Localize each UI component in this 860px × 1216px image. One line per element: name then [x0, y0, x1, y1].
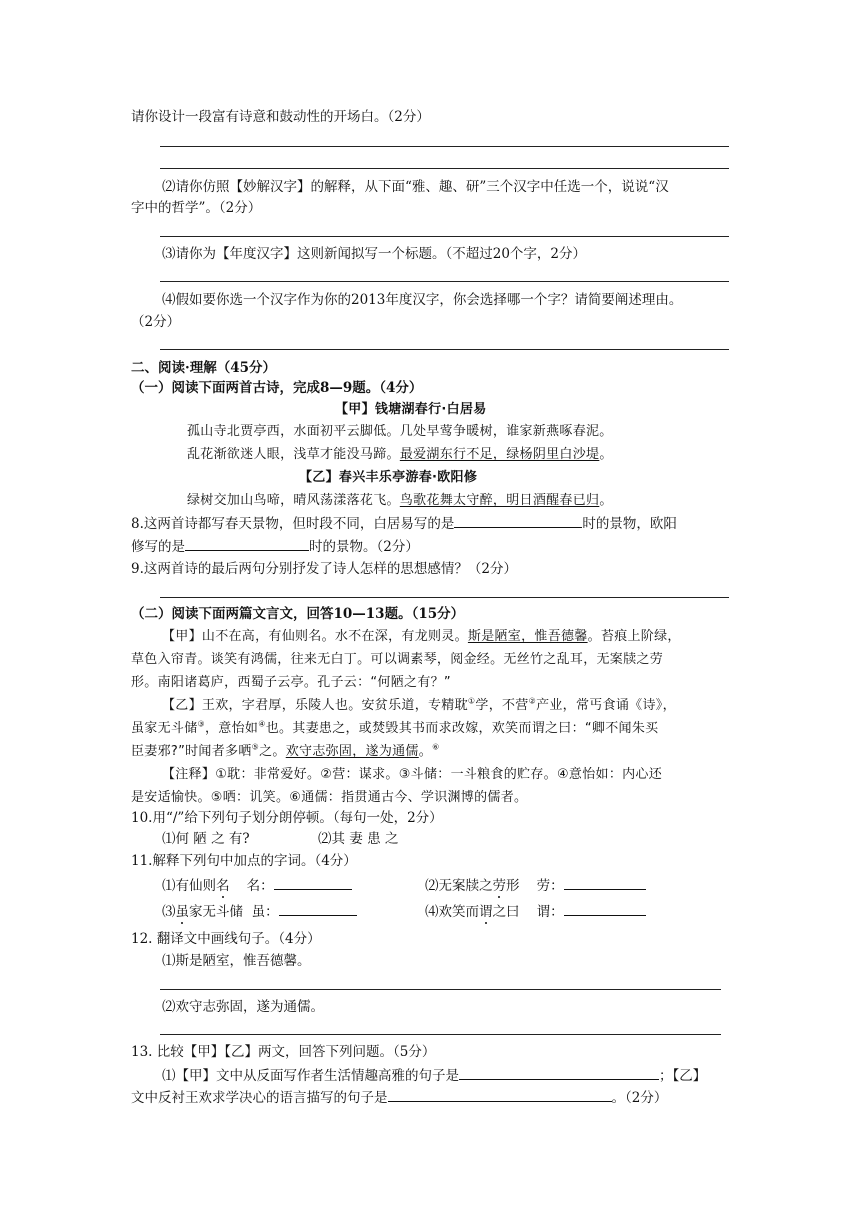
question-13-line1: ⑴【甲】文中从反面写作者生活情趣高雅的句子是 ；【乙】 — [162, 1068, 707, 1084]
question-13-line2: 文中反衬王欢求学决心的语言描写的句子是 。（2分） — [131, 1090, 668, 1106]
underlined-sentence: 欢守志弥固，遂为通儒 — [285, 744, 419, 759]
question-11-item2: ⑵无案牍之劳形 劳： — [425, 876, 646, 895]
question-11: 11.解释下列句中加点的字词。（4分） — [131, 853, 357, 869]
question-11-item1: ⑴有仙则名 名： — [162, 876, 352, 895]
fill-blank — [274, 876, 352, 890]
underlined-sentence: 鸟歌花舞太守醉，明日酒醒春已归 — [399, 493, 600, 508]
question-9: 9.这两首诗的最后两句分别抒发了诗人怎样的思想感情？（2分） — [131, 561, 517, 577]
question-p2-line2: 字中的哲学”。（2分） — [131, 200, 262, 216]
underlined-sentence: 最爱湖东行不足，绿杨阴里白沙堤 — [399, 447, 600, 462]
fill-blank — [459, 1066, 659, 1080]
question-p4-line1: ⑷假如要你选一个汉字作为你的2013年度汉字，你会选择哪一个字？请简要阐述理由。 — [162, 292, 683, 308]
question-11-item3: ⑶虽家无斗储 虽： — [162, 902, 357, 921]
question-10: 10.用“/”给下列句子划分朗停顿。（每句一处，2分） — [131, 810, 443, 826]
underlined-sentence: 斯是陋室，惟吾德馨 — [467, 629, 588, 644]
passage-yi-line2: 虽家无斗储③，意怡如④也。其妻患之，或焚毁其书而求改嫁，欢笑而谓之曰：“卿不闻朱买 — [131, 719, 659, 736]
part1-heading: （一）阅读下面两首古诗，完成8—9题。（4分） — [131, 380, 423, 396]
fill-blank — [564, 902, 646, 916]
question-13: 13. 比较【甲】【乙】两文，回答下列问题。（5分） — [131, 1044, 436, 1060]
answer-line — [160, 281, 729, 282]
passage-yi-line1: 【乙】王欢，字君厚，乐陵人也。安贫乐道，专精耽①学，不营②产业，常丐食诵《诗》， — [162, 696, 676, 713]
passage-jia-line3: 形。南阳诸葛庐，西蜀子云亭。孔子云：“何陋之有？” — [131, 675, 451, 690]
answer-line — [160, 989, 721, 990]
fill-blank — [279, 902, 357, 916]
question-12-item1: ⑴斯是陋室，惟吾德馨。 — [162, 953, 311, 969]
notes-line2: 是安适愉快。⑤哂：讥笑。⑥通儒：指贯通古今、学识渊博的儒者。 — [131, 790, 528, 805]
fill-blank — [388, 1088, 612, 1102]
question-10-item2: ⑵其 妻 患 之 — [318, 831, 399, 847]
fill-blank — [564, 876, 646, 890]
dotted-char: 劳 — [492, 878, 506, 894]
answer-line — [160, 1034, 721, 1035]
dotted-char: 名 — [216, 878, 230, 894]
passage-yi-line3: 臣妻邪?”时闻者多哂⑤之。欢守志弥固，遂为通儒。⑥ — [131, 742, 440, 759]
poem1-title: 【甲】钱塘湖春行·白居易 — [335, 402, 487, 417]
fill-blank — [454, 514, 582, 528]
poem2-title: 【乙】春兴丰乐亭游春·欧阳修 — [299, 470, 478, 485]
part2-heading: （二）阅读下面两篇文言文，回答10—13题。（15分） — [131, 606, 465, 622]
fill-blank — [185, 537, 309, 551]
poem1-line2: 乱花渐欲迷人眼，浅草才能没马蹄。最爱湖东行不足，绿杨阴里白沙堤。 — [187, 447, 613, 462]
poem1-line1: 孤山寺北贾亭西，水面初平云脚低。几处早莺争暖树，谁家新燕啄春泥。 — [187, 424, 613, 439]
question-p4-line2: （2分） — [131, 314, 181, 330]
question-p2-line1: ⑵请你仿照【妙解汉字】的解释，从下面“雅、趣、研”三个汉字中任选一个，说说“汉 — [162, 179, 669, 195]
dotted-char: 虽 — [175, 904, 189, 920]
dotted-char: 谓 — [479, 904, 493, 920]
question-12-item2: ⑵欢守志弥固，遂为通儒。 — [162, 999, 324, 1015]
passage-jia-line2: 草色入帘青。谈笑有鸿儒，往来无白丁。可以调素琴，阅金经。无丝竹之乱耳，无案牍之劳 — [131, 652, 664, 667]
answer-line — [160, 146, 729, 147]
question-12: 12. 翻译文中画线句子。（4分） — [131, 931, 321, 947]
answer-line — [160, 597, 729, 598]
answer-line — [160, 168, 729, 169]
answer-line — [160, 349, 729, 350]
question-8-line1: 8.这两首诗都写春天景物，但时段不同，白居易写的是 时的景物，欧阳 — [131, 516, 677, 532]
poem2-line1: 绿树交加山鸟啼，晴风荡漾落花飞。鸟歌花舞太守醉，明日酒醒春已归。 — [187, 493, 613, 508]
answer-line — [160, 236, 729, 237]
question-10-item1: ⑴何 陋 之 有? — [162, 831, 250, 847]
question-p3: ⑶请你为【年度汉字】这则新闻拟写一个标题。（不超过20个字，2分） — [162, 246, 587, 262]
question-8-line2: 修写的是 时的景物。（2分） — [131, 539, 419, 555]
section-title: 二、阅读·理解（45分） — [131, 360, 276, 376]
passage-jia-line1: 【甲】山不在高，有仙则名。水不在深，有龙则灵。斯是陋室，惟吾德馨。苔痕上阶绿， — [162, 629, 681, 644]
open-speech-prompt: 请你设计一段富有诗意和鼓动性的开场白。（2分） — [131, 109, 430, 125]
notes-line1: 【注释】①耽：非常爱好。②营：谋求。③斗储：一斗粮食的贮存。④意怡如：内心还 — [162, 767, 663, 782]
question-11-item4: ⑷欢笑而谓之曰 谓： — [425, 902, 646, 921]
